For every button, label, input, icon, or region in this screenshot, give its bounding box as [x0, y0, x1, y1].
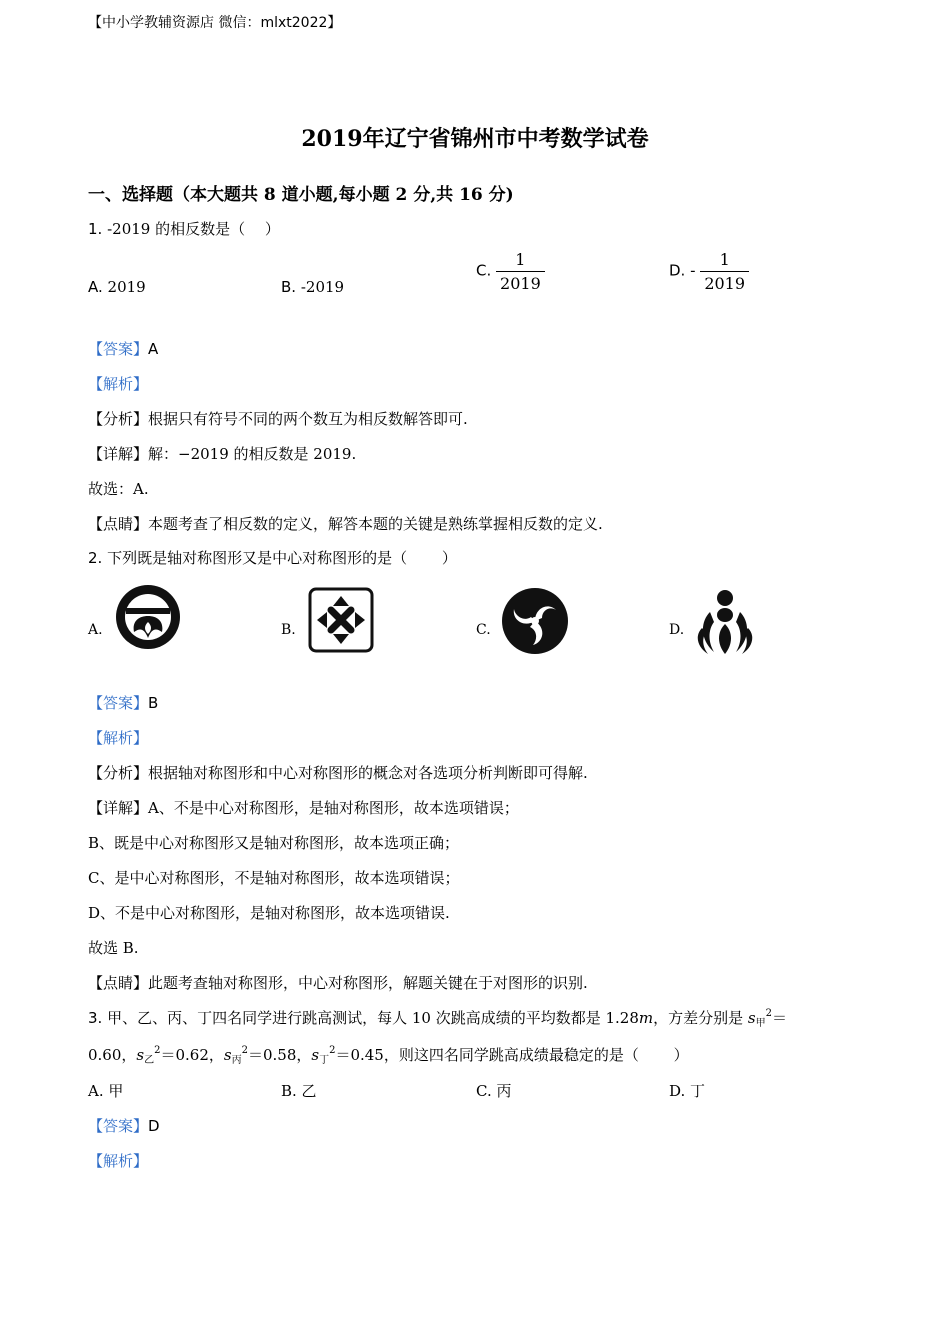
question-number: 1. — [88, 220, 103, 238]
question-number: 2. — [88, 549, 103, 567]
q1-analysis-tag: 【解析】 — [88, 375, 149, 393]
q1-fenxi — [88, 408, 468, 429]
value-text: ＝0.58， — [247, 1046, 312, 1064]
question-2 — [88, 547, 457, 568]
q1-option-b — [281, 278, 344, 296]
subscript: 甲 — [755, 1018, 766, 1029]
page-title: 2019年辽宁省锦州市中考数学试卷 — [301, 126, 649, 152]
q2-option-d-label: D. — [669, 622, 685, 638]
answer-value: B — [148, 694, 159, 712]
value-text: ＝0.62， — [160, 1046, 224, 1064]
variance-symbol: s — [136, 1046, 145, 1064]
q1-answer — [88, 338, 158, 359]
minus-sign: - — [690, 261, 696, 280]
option-label: D. — [669, 261, 686, 280]
dianjing-text: 此题考查轴对称图形，中心对称图形，解题关键在于对图形的识别. — [148, 974, 588, 992]
stem-text: ，方差分别是 — [653, 1009, 748, 1027]
dianjing-tag: 【点睛】 — [88, 974, 149, 992]
section-heading: 一、选择题（本大题共 8 道小题,每小题 2 分,共 16 分) — [88, 185, 514, 205]
question-3-cont — [88, 1044, 689, 1065]
q2-analysis-tag: 【解析】 — [88, 729, 149, 747]
value-text: ＝0.45，则这四名同学跳高成绩最稳定的是（ ） — [335, 1046, 689, 1064]
subscript: 丁 — [319, 1055, 330, 1066]
denominator: 2019 — [500, 274, 541, 293]
option-label: A. — [88, 278, 103, 296]
numerator: 1 — [700, 250, 749, 272]
q3-answer — [88, 1115, 160, 1136]
xiangjie-text: 解：−2019 的相反数是 2019. — [148, 445, 357, 463]
dianjing-tag: 【点睛】 — [88, 515, 149, 533]
equals-sign: ＝ — [771, 1009, 787, 1027]
answer-tag: 【答案】 — [88, 340, 149, 358]
q1-conclusion: 故选：A. — [88, 480, 149, 498]
fraction — [496, 250, 545, 293]
q1-option-d — [669, 250, 749, 293]
numerator: 1 — [496, 250, 545, 272]
q3-option-c: C. 丙 — [476, 1082, 512, 1100]
unit-m: m — [638, 1009, 654, 1027]
question-3 — [88, 1007, 787, 1028]
question-stem: 下列既是轴对称图形又是中心对称图形的是（ ） — [102, 549, 457, 567]
variance-symbol: s — [747, 1009, 756, 1027]
answer-value: A — [148, 340, 159, 358]
xiangjie-line: A、不是中心对称图形，是轴对称图形，故本选项错误； — [148, 799, 519, 817]
option-label: B. — [281, 278, 297, 296]
q2-xiangjie — [88, 797, 519, 818]
q3-option-b: B. 乙 — [281, 1082, 317, 1100]
fenxi-tag: 【分析】 — [88, 410, 149, 428]
superscript: 2 — [154, 1045, 161, 1056]
option-text: 2019 — [102, 278, 146, 296]
question-stem: -2019 的相反数是（ ） — [102, 220, 280, 238]
question-1 — [88, 218, 280, 239]
q3-option-a: A. 甲 — [88, 1082, 124, 1100]
subscript: 丙 — [231, 1055, 242, 1066]
fenxi-tag: 【分析】 — [88, 764, 149, 782]
circle-emblem-figure — [112, 582, 184, 652]
denominator: 2019 — [704, 274, 746, 293]
fenxi-text: 根据只有符号不同的两个数互为相反数解答即可. — [148, 410, 468, 428]
page-header: 【中小学教辅资源店 微信：mlxt2022】 — [88, 15, 342, 31]
q2-line-c: C、是中心对称图形，不是轴对称图形，故本选项错误； — [88, 869, 460, 887]
q1-option-c — [476, 250, 545, 293]
q2-fenxi — [88, 762, 588, 783]
superscript: 2 — [241, 1045, 248, 1056]
answer-tag: 【答案】 — [88, 1117, 149, 1135]
arrows-square-figure — [307, 586, 375, 654]
option-text: -2019 — [296, 278, 345, 296]
q3-analysis-tag: 【解析】 — [88, 1152, 149, 1170]
superscript: 2 — [765, 1008, 772, 1019]
q2-option-c-label: C. — [476, 622, 491, 638]
flame-figure — [692, 588, 758, 658]
q2-line-d: D、不是中心对称图形，是轴对称图形，故本选项错误. — [88, 904, 450, 922]
answer-value: D — [148, 1117, 160, 1135]
q2-line-b: B、既是中心对称图形又是轴对称图形，故本选项正确； — [88, 834, 460, 852]
q1-dianjing — [88, 513, 603, 534]
subscript: 乙 — [144, 1055, 155, 1066]
fraction — [700, 250, 749, 293]
superscript: 2 — [329, 1045, 336, 1056]
variance-symbol: s — [223, 1046, 232, 1064]
q1-option-a — [88, 278, 146, 296]
q2-option-b-label: B. — [281, 622, 296, 638]
question-number: 3. — [88, 1009, 103, 1027]
xiangjie-tag: 【详解】 — [88, 445, 149, 463]
q3-option-d: D. 丁 — [669, 1082, 706, 1100]
xiangjie-tag: 【详解】 — [88, 799, 149, 817]
variance-symbol: s — [311, 1046, 320, 1064]
q2-dianjing — [88, 972, 588, 993]
triple-swirl-figure — [500, 586, 570, 656]
q2-answer — [88, 692, 158, 713]
answer-tag: 【答案】 — [88, 694, 149, 712]
fenxi-text: 根据轴对称图形和中心对称图形的概念对各选项分析判断即可得解. — [148, 764, 588, 782]
q2-option-a-label: A. — [88, 622, 103, 638]
dianjing-text: 本题考查了相反数的定义，解答本题的关键是熟练掌握相反数的定义. — [148, 515, 603, 533]
option-label: C. — [476, 261, 492, 280]
q2-conclusion: 故选 B. — [88, 939, 139, 957]
question-stem: 甲、乙、丙、丁四名同学进行跳高测试，每人 10 次跳高成绩的平均数都是 1.28 — [102, 1009, 639, 1027]
value-text: 0.60， — [88, 1046, 137, 1064]
q1-xiangjie — [88, 443, 356, 464]
